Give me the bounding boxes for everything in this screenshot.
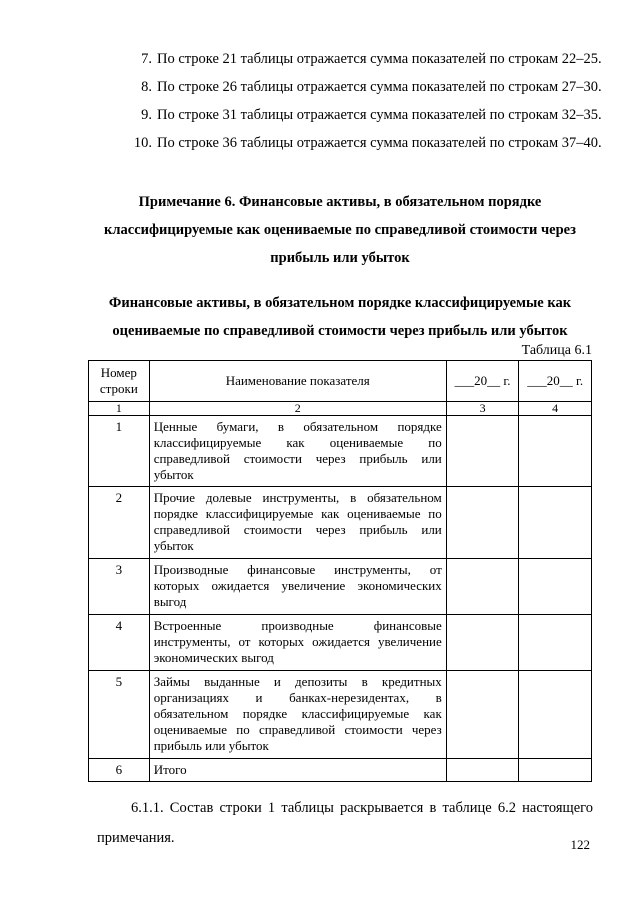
table-row <box>89 559 592 615</box>
list-item <box>128 79 602 107</box>
row-value-col3 <box>446 759 519 782</box>
header-col4: ___20__ г. <box>519 361 592 402</box>
table-heading <box>80 289 600 345</box>
row-name: Производные финансовые инструменты, от которых ожидается увеличение экономических выгод <box>149 559 446 615</box>
row-name: Прочие долевые инструменты, в обязательном порядке классифицируемые как оцениваемые по справедливой стоимости через прибыль или убыток <box>149 487 446 559</box>
column-number: 2 <box>149 402 446 416</box>
header-name: Наименование показателя <box>149 361 446 402</box>
column-number: 3 <box>446 402 519 416</box>
row-value-col4 <box>519 671 592 759</box>
table-header-row <box>89 361 592 402</box>
note-title-line: прибыль или убыток <box>270 250 410 266</box>
table-row <box>89 671 592 759</box>
row-name: Встроенные производные финансовые инструменты, от которых ожидается увеличение экономических выгод <box>149 615 446 671</box>
list-item <box>128 135 602 163</box>
table-caption: Таблица 6.1 <box>521 343 592 358</box>
page-number: 122 <box>570 837 590 852</box>
row-value-col4 <box>519 416 592 487</box>
row-number: 6 <box>89 759 150 782</box>
row-value-col3 <box>446 416 519 487</box>
table-heading-line: Финансовые активы, в обязательном порядке классифицируемые как <box>108 295 572 311</box>
row-number: 5 <box>89 671 150 759</box>
row-value-col4 <box>519 615 592 671</box>
row-number: 3 <box>89 559 150 615</box>
tail-paragraph: 6.1.1. Состав строки 1 таблицы раскрывается в таблице 6.2 настоящего примечания. <box>97 800 593 846</box>
list-item-number: 7. <box>141 51 152 67</box>
list-item-text: По строке 21 таблицы отражается сумма показателей по строкам 22–25. <box>157 51 602 67</box>
row-name: Ценные бумаги, в обязательном порядке классифицируемые как оцениваемые по справедливой стоимости через прибыль или убыток <box>149 416 446 487</box>
list-item-number: 8. <box>141 79 152 95</box>
list-item-text: По строке 26 таблицы отражается сумма показателей по строкам 27–30. <box>157 79 602 95</box>
header-row-number: Номер строки <box>89 361 150 402</box>
list-item <box>128 51 602 79</box>
row-name: Итого <box>149 759 446 782</box>
data-table <box>88 360 592 782</box>
note-title-line: Примечание 6. Финансовые активы, в обязательном порядке <box>138 194 542 210</box>
numbered-list <box>128 51 602 163</box>
row-value-col4 <box>519 559 592 615</box>
list-item-number: 10. <box>133 135 152 151</box>
table-row <box>89 487 592 559</box>
header-col3: ___20__ г. <box>446 361 519 402</box>
list-item <box>128 107 602 135</box>
row-number: 2 <box>89 487 150 559</box>
note-title <box>80 188 600 272</box>
list-item-number: 9. <box>141 107 152 123</box>
row-value-col4 <box>519 487 592 559</box>
list-item-text: По строке 36 таблицы отражается сумма показателей по строкам 37–40. <box>157 135 602 151</box>
table-heading-line: оцениваемые по справедливой стоимости через прибыль или убыток <box>112 323 568 339</box>
column-number: 1 <box>89 402 150 416</box>
table-row <box>89 759 592 782</box>
row-value-col3 <box>446 615 519 671</box>
row-number: 4 <box>89 615 150 671</box>
row-value-col3 <box>446 559 519 615</box>
row-name: Займы выданные и депозиты в кредитных организациях и банках-нерезидентах, в обязательном порядке классифицируемые как оцениваемые по справедливой стоимости через прибыль или убыток <box>149 671 446 759</box>
row-value-col3 <box>446 487 519 559</box>
table-row <box>89 416 592 487</box>
table-row <box>89 615 592 671</box>
column-number-row <box>89 402 592 416</box>
column-number: 4 <box>519 402 592 416</box>
list-item-text: По строке 31 таблицы отражается сумма показателей по строкам 32–35. <box>157 107 602 123</box>
row-value-col4 <box>519 759 592 782</box>
row-number: 1 <box>89 416 150 487</box>
note-title-line: классифицируемые как оцениваемые по справедливой стоимости через <box>104 222 576 238</box>
row-value-col3 <box>446 671 519 759</box>
